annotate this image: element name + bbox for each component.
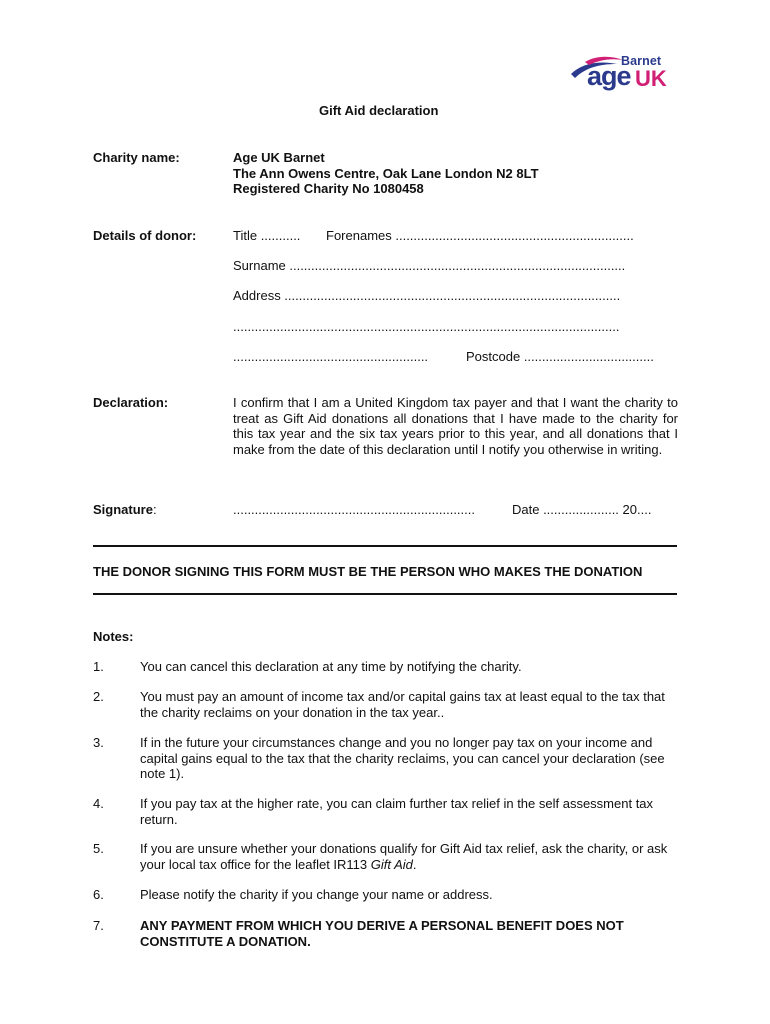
- note-text: ANY PAYMENT FROM WHICH YOU DERIVE A PERSONAL BENEFIT DOES NOT CONSTITUTE A DONATION.: [140, 918, 624, 949]
- note-text: You must pay an amount of income tax and/or capital gains tax at least equal to the tax that the charity reclaims on your donation in the tax year..: [140, 689, 665, 720]
- leaflet-title: Gift Aid: [370, 856, 413, 872]
- signature-label-text: Signature: [93, 502, 153, 517]
- note-text: If in the future your circumstances change and you no longer pay tax on your income and capital gains equal to the tax that the charity reclaims, you can cancel your declaration (see note 1).: [140, 735, 665, 781]
- note-text: Please notify the charity if you change your name or address.: [140, 887, 493, 902]
- signature-label-colon: :: [152, 502, 157, 517]
- donor-address-line3[interactable]: ......................................................: [233, 349, 429, 364]
- note-text: You can cancel this declaration at any time by notifying the charity.: [140, 659, 522, 674]
- donor-address-field[interactable]: Address .............................................................................................: [233, 288, 621, 303]
- page-title: Gift Aid declaration: [319, 103, 439, 118]
- charity-name-line1: Age UK Barnet: [233, 150, 325, 165]
- note-number: 3.: [93, 735, 104, 750]
- note-number: 4.: [93, 796, 104, 811]
- logo-uk-text: UK: [635, 66, 667, 91]
- donor-surname-field[interactable]: Surname .............................................................................................: [233, 258, 626, 273]
- note-number: 6.: [93, 887, 104, 902]
- note-number: 7.: [93, 918, 104, 933]
- donor-address-line2[interactable]: ...........................................................................................................: [233, 319, 620, 334]
- donor-postcode-field[interactable]: Postcode ....................................: [466, 349, 654, 364]
- donor-warning: THE DONOR SIGNING THIS FORM MUST BE THE PERSON WHO MAKES THE DONATION: [93, 564, 643, 579]
- donor-title-field[interactable]: Title ...........: [233, 228, 301, 243]
- note-number: 2.: [93, 689, 104, 704]
- note-text: If you pay tax at the higher rate, you can claim further tax relief in the self assessment tax return.: [140, 796, 654, 827]
- notes-heading: Notes:: [93, 629, 134, 644]
- divider-top: [93, 545, 677, 547]
- declaration-label: Declaration:: [93, 395, 169, 410]
- logo-barnet-text: Barnet: [621, 54, 662, 68]
- date-field[interactable]: Date ..................... 20....: [512, 502, 652, 517]
- signature-label: [93, 502, 157, 518]
- note-text-end: .: [412, 856, 417, 872]
- note-number: 1.: [93, 659, 104, 674]
- declaration-text: I confirm that I am a United Kingdom tax payer and that I want the charity to treat as Gift Aid donations all donations that I have made to the charity for this tax year and the six tax years prior to this year, and all donations that I make from the date of this declaration until I notify you otherwise in writing.: [233, 395, 678, 457]
- donor-details-label: Details of donor:: [93, 228, 197, 243]
- signature-field[interactable]: ...................................................................: [233, 502, 475, 517]
- charity-registration: Registered Charity No 1080458: [233, 181, 424, 196]
- donor-forenames-field[interactable]: Forenames ..................................................................: [326, 228, 634, 243]
- logo-age-text: age: [587, 61, 631, 91]
- note-text-main: If you are unsure whether your donations qualify for Gift Aid tax relief, ask the charity, or ask your local tax office for the leaflet IR113: [140, 841, 668, 872]
- age-uk-barnet-logo: [567, 52, 677, 98]
- note-number: 5.: [93, 841, 104, 856]
- divider-bottom: [93, 593, 677, 595]
- charity-name-label: Charity name:: [93, 150, 180, 165]
- charity-address: The Ann Owens Centre, Oak Lane London N2 8LT: [233, 166, 539, 181]
- note-text: [140, 841, 678, 872]
